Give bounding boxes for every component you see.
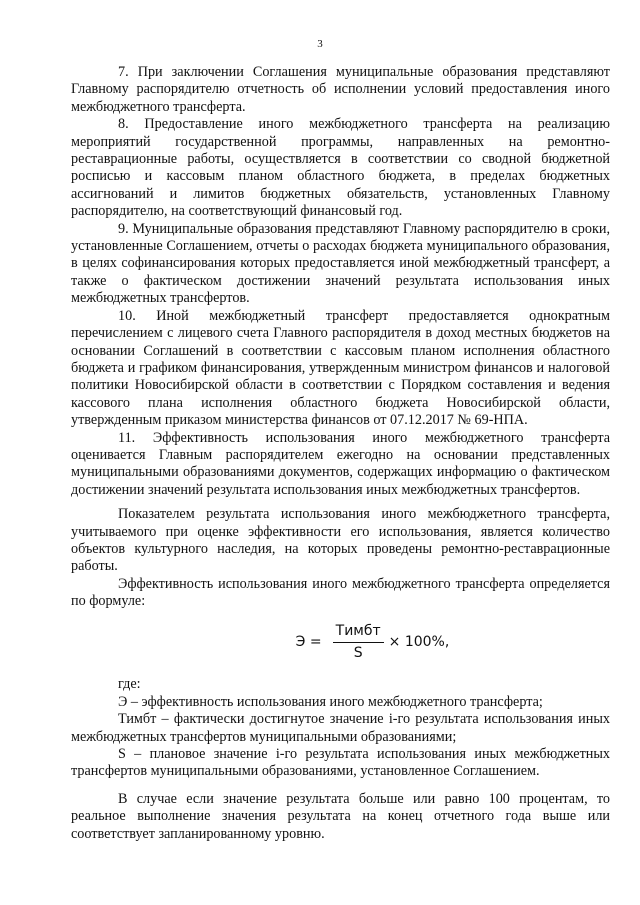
formula-lhs: Э = bbox=[295, 633, 322, 650]
efficiency-intro: Эффективность использования иного межбюджетного трансферта определяется по формуле: bbox=[71, 575, 610, 610]
paragraph-9: 9. Муниципальные образования представляют Главному распорядителю в сроки, установленные Соглашением, отчеты о расходах бюджета муниципального образования, в целях софинансирования которых предоставляется иной межбюджетный трансферт, а также о фактическом достижении значений результата использования иных межбюджетных трансфертов. bbox=[71, 220, 610, 307]
formula-denominator: S bbox=[353, 645, 363, 661]
document-body bbox=[71, 64, 610, 843]
page-number: 3 bbox=[317, 38, 323, 50]
definition-s: S – плановое значение i-го результата использования иных межбюджетных трансфертов муниципальными образованиями, установленное Соглашением. bbox=[71, 746, 610, 780]
formula-numerator: Тимбт bbox=[333, 623, 384, 643]
paragraph-11: 11. Эффективность использования иного межбюджетного трансферта оценивается Главным распорядителем ежегодно на основании представленных муниципальными образованиями документов, содержащих информацию о фактическом достижении значений результата использования иных межбюджетных трансфертов. bbox=[71, 429, 610, 498]
formula-rhs: × 100%, bbox=[388, 633, 450, 650]
paragraph-7: 7. При заключении Соглашения муниципальные образования представляют Главному распорядителю отчетность об исполнении условий предоставления иного межбюджетного трансферта. bbox=[71, 64, 610, 115]
indicator-paragraph: Показателем результата использования иного межбюджетного трансферта, учитываемого при оценке эффективности его использования, является количество объектов культурного наследия, на которых проведены ремонтно-реставрационные работы. bbox=[71, 506, 610, 575]
efficiency-formula bbox=[103, 623, 640, 663]
final-paragraph: В случае если значение результата больше или равно 100 процентам, то реальное выполнение значения результата на конец отчетного года выше или соответствует запланированному уровню. bbox=[71, 790, 610, 842]
where-label: где: bbox=[118, 676, 141, 693]
definition-e: Э – эффективность использования иного межбюджетного трансферта; bbox=[118, 693, 543, 710]
definition-timbt: Тимбт – фактически достигнутое значение i-го результата использования иных межбюджетных трансфертов муниципальными образованиями; bbox=[71, 711, 610, 745]
paragraph-8: 8. Предоставление иного межбюджетного трансферта на реализацию мероприятий государственной программы, направленных на ремонтно-реставрационные работы, осуществляется в соответствии со сводной бюджетной росписью и кассовым планом областного бюджета, в пределах бюджетных ассигнований и лимитов бюджетных обязательств, установленных Главному распорядителю, на соответствующий финансовый год. bbox=[71, 116, 610, 220]
formula-fraction bbox=[333, 623, 384, 663]
paragraph-10: 10. Иной межбюджетный трансферт предоставляется однократным перечислением с лицевого счета Главного распорядителя в доход местных бюджетов на основании Соглашений в соответствии с кассовым планом исполнения областного бюджета и графиком финансирования, утвержденным министром финансов и налоговой политики Новосибирской области в соответствии с Порядком составления и ведения кассового плана исполнения областного бюджета Новосибирской области, утвержденным приказом министерства финансов от 07.12.2017 № 69-НПА. bbox=[71, 307, 610, 429]
